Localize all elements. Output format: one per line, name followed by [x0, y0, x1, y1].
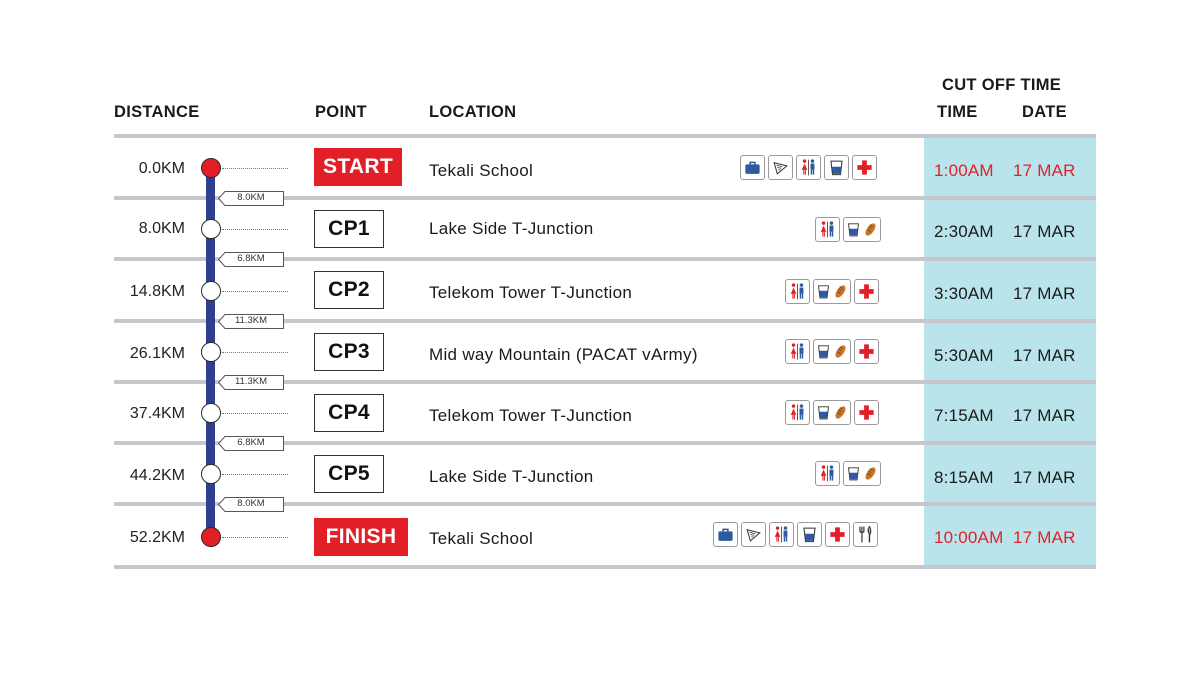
toilet-icon	[769, 522, 794, 547]
toilet-icon	[815, 217, 840, 242]
cutoff-date: 17 MAR	[1013, 346, 1076, 365]
start-marker	[201, 158, 221, 178]
bag-icon	[713, 522, 738, 547]
checkpoint-marker	[201, 281, 221, 301]
checkpoint-marker	[201, 403, 221, 423]
cutoff-date: 17 MAR	[1013, 161, 1076, 180]
location-label: Tekali School	[429, 161, 534, 180]
cutoff-date: 17 MAR	[1013, 528, 1076, 547]
toilet-icon	[785, 400, 810, 425]
water-food-icon	[843, 217, 881, 242]
cutoff-date: 17 MAR	[1013, 406, 1076, 425]
medical-icon	[852, 155, 877, 180]
location-label: Telekom Tower T-Junction	[429, 406, 633, 425]
medical-icon	[825, 522, 850, 547]
leader-line	[222, 168, 288, 169]
water-food-icon	[813, 339, 851, 364]
point-label-start: START	[314, 148, 402, 186]
leader-line	[222, 413, 288, 414]
amenity-icons	[713, 522, 878, 547]
medical-icon	[854, 339, 879, 364]
segment-distance-label: 6.8KM	[237, 253, 265, 264]
distance-value: 14.8KM	[129, 283, 185, 300]
distance-value: 8.0KM	[138, 220, 185, 237]
cutoff-date: 17 MAR	[1013, 468, 1076, 487]
header-distance: DISTANCE	[114, 103, 200, 121]
amenity-icons	[785, 400, 879, 425]
fan-icon	[768, 155, 793, 180]
toilet-icon	[796, 155, 821, 180]
leader-line	[222, 474, 288, 475]
location-label: Telekom Tower T-Junction	[429, 283, 633, 302]
distance-value: 37.4KM	[129, 405, 185, 422]
segment-distance-tag	[218, 191, 284, 206]
water-food-icon	[813, 400, 851, 425]
bottom-divider	[114, 565, 1096, 569]
distance-value: 44.2KM	[129, 467, 185, 484]
header-location: LOCATION	[429, 103, 517, 121]
food-icon	[853, 522, 878, 547]
point-label-cp1: CP1	[314, 210, 384, 248]
cutoff-date: 17 MAR	[1013, 284, 1076, 303]
medical-icon	[854, 279, 879, 304]
amenity-icons	[740, 155, 877, 180]
cutoff-time: 8:15AM	[934, 468, 994, 487]
toilet-icon	[785, 339, 810, 364]
header-time: TIME	[937, 103, 978, 121]
cutoff-time: 3:30AM	[934, 284, 994, 303]
amenity-icons	[785, 279, 879, 304]
fan-icon	[741, 522, 766, 547]
cutoff-time: 7:15AM	[934, 406, 994, 425]
point-label-cp5: CP5	[314, 455, 384, 493]
location-label: Lake Side T-Junction	[429, 219, 594, 238]
cutoff-time: 1:00AM	[934, 161, 994, 180]
leader-line	[222, 229, 288, 230]
amenity-icons	[785, 339, 879, 364]
point-label-cp2: CP2	[314, 271, 384, 309]
water-food-icon	[813, 279, 851, 304]
location-label: Tekali School	[429, 529, 534, 548]
location-label: Mid way Mountain (PACAT vArmy)	[429, 345, 698, 364]
checkpoint-marker	[201, 342, 221, 362]
checkpoint-marker	[201, 464, 221, 484]
segment-distance-label: 8.0KM	[237, 192, 265, 203]
header-cutoff-time: CUT OFF TIME	[942, 76, 1062, 94]
segment-distance-label: 6.8KM	[237, 437, 265, 448]
water-icon	[797, 522, 822, 547]
toilet-icon	[815, 461, 840, 486]
cutoff-time: 5:30AM	[934, 346, 994, 365]
header-divider	[114, 134, 1096, 138]
segment-distance-label: 11.3KM	[234, 376, 268, 387]
finish-marker	[201, 527, 221, 547]
amenity-icons	[815, 461, 881, 486]
segment-distance-tag	[218, 252, 284, 267]
leader-line	[222, 352, 288, 353]
segment-distance-label: 11.3KM	[234, 315, 268, 326]
distance-value: 26.1KM	[129, 345, 185, 362]
point-label-cp4: CP4	[314, 394, 384, 432]
point-label-cp3: CP3	[314, 333, 384, 371]
header-point: POINT	[315, 103, 367, 121]
water-icon	[824, 155, 849, 180]
location-label: Lake Side T-Junction	[429, 467, 594, 486]
segment-distance-tag	[218, 436, 284, 451]
leader-line	[222, 291, 288, 292]
bag-icon	[740, 155, 765, 180]
cutoff-time: 10:00AM	[934, 528, 1004, 547]
cutoff-date: 17 MAR	[1013, 222, 1076, 241]
leader-line	[222, 537, 288, 538]
medical-icon	[854, 400, 879, 425]
toilet-icon	[785, 279, 810, 304]
point-label-finish: FINISH	[314, 518, 408, 556]
distance-value: 52.2KM	[129, 529, 185, 546]
amenity-icons	[815, 217, 881, 242]
distance-value: 0.0KM	[138, 160, 185, 177]
cutoff-time: 2:30AM	[934, 222, 994, 241]
segment-distance-label: 8.0KM	[237, 498, 265, 509]
segment-distance-tag	[218, 375, 284, 390]
water-food-icon	[843, 461, 881, 486]
checkpoint-marker	[201, 219, 221, 239]
header-date: DATE	[1022, 103, 1067, 121]
segment-distance-tag	[218, 314, 284, 329]
segment-distance-tag	[218, 497, 284, 512]
